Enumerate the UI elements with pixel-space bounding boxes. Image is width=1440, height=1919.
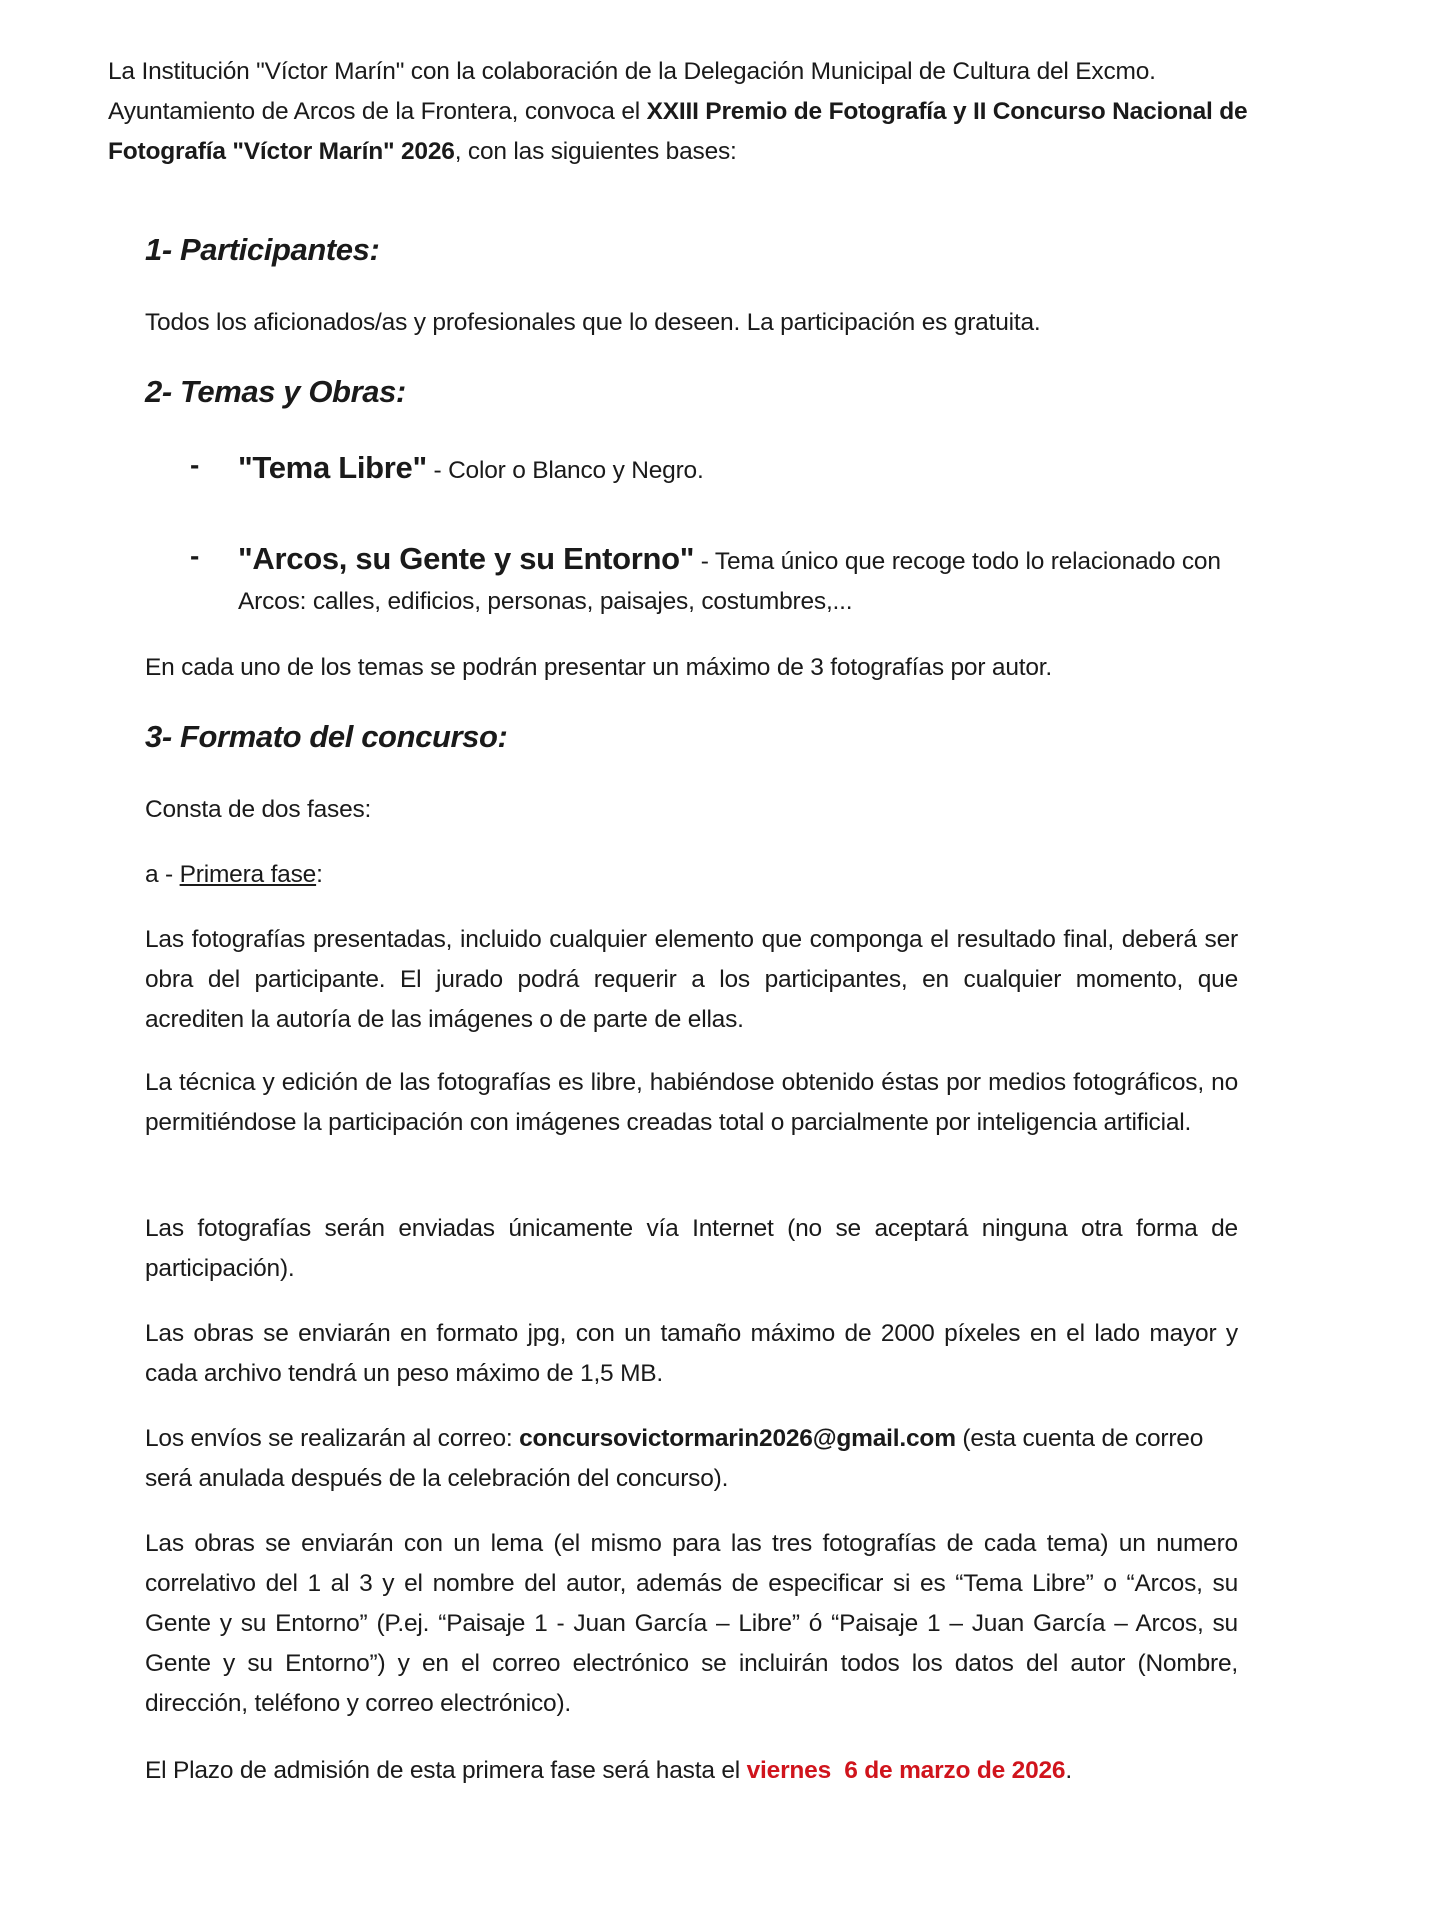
deadline-date: viernes 6 de marzo de 2026 — [746, 1757, 1066, 1784]
participantes-text: Todos los aficionados/as y profesionales que lo deseen. La participación es gratuita. — [145, 309, 1041, 336]
bullet-dash: - — [190, 540, 200, 571]
bullet-dash: - — [190, 449, 200, 480]
email-text-after: (esta cuenta de correo será anulada después de la celebración del concurso). — [145, 1425, 1204, 1492]
tema-libre-title: "Tema Libre" — [238, 450, 427, 485]
deadline-text-before: El Plazo de admisión de esta primera fase será hasta el — [145, 1757, 747, 1784]
phase-prefix: a - — [145, 861, 180, 888]
email-paragraph — [145, 1419, 1238, 1499]
deadline-paragraph — [145, 1751, 1238, 1791]
intro-text-start: La Institución "Víctor Marín" con la colaboración de la Delegación Municipal de Cultura del Excmo. Ayuntamiento de Arcos de la Frontera, convoca el — [108, 58, 1156, 125]
email-text-before: Los envíos se realizarán al correo: — [145, 1425, 520, 1452]
authorship-paragraph: Las fotografías presentadas, incluido cualquier elemento que componga el resultado final, deberá ser obra del participante. El jurado podrá requerir a los participantes, en cualquier momento, que acrediten la autoría de las imágenes o de parte de ellas. — [145, 926, 1238, 1033]
heading-participantes: 1- Participantes: — [145, 232, 380, 267]
contest-title: XXIII Premio de Fotografía y II Concurso Nacional de Fotografía "Víctor Marín" 2026 — [108, 98, 1248, 165]
deadline-text-after: . — [1065, 1757, 1072, 1784]
phase-label: Primera fase — [179, 861, 317, 888]
contest-email-link[interactable]: concursovictormarin2026@gmail.com — [519, 1425, 956, 1452]
heading-temas: 2- Temas y Obras: — [145, 374, 406, 409]
intro-text-end: , con las siguientes bases: — [454, 138, 737, 165]
tema-arcos-title: "Arcos, su Gente y su Entorno" — [238, 541, 695, 576]
tema-libre-item — [238, 448, 1248, 491]
format-paragraph: Las obras se enviarán en formato jpg, con un tamaño máximo de 2000 píxeles en el lado mayor y cada archivo tendrá un peso máximo de 1,5 MB. — [145, 1320, 1238, 1387]
heading-formato: 3- Formato del concurso: — [145, 719, 508, 754]
phase-label-line — [145, 855, 1238, 895]
temas-note: En cada uno de los temas se podrán presentar un máximo de 3 fotografías por autor. — [145, 654, 1052, 681]
naming-paragraph: Las obras se enviarán con un lema (el mismo para las tres fotografías de cada tema) un numero correlativo del 1 al 3 y el nombre del autor, además de especificar si es “Tema Libre” o “Arcos, su Gente y su Entorno” (P.ej. “Paisaje 1 - Juan García – Libre” ó “Paisaje 1 – Juan García – Arcos, su Gente y su Entorno”) y en el correo electrónico se incluirán todos los datos del autor (Nombre, dirección, teléfono y correo electrónico). — [145, 1530, 1238, 1717]
phase-suffix: : — [316, 861, 323, 888]
formato-intro: Consta de dos fases: — [145, 796, 372, 823]
tema-arcos-item — [238, 539, 1248, 622]
intro-paragraph — [108, 52, 1258, 172]
technique-paragraph: La técnica y edición de las fotografías es libre, habiéndose obtenido éstas por medios fotográficos, no permitiéndose la participación con imágenes creadas total o parcialmente por inteligencia artificial. — [145, 1069, 1238, 1136]
tema-libre-desc: - Color o Blanco y Negro. — [426, 457, 704, 484]
tema-arcos-desc: - Tema único que recoge todo lo relacionado con Arcos: calles, edificios, personas, paisajes, costumbres,... — [238, 548, 1221, 615]
internet-paragraph: Las fotografías serán enviadas únicamente vía Internet (no se aceptará ninguna otra forma de participación). — [145, 1215, 1238, 1282]
